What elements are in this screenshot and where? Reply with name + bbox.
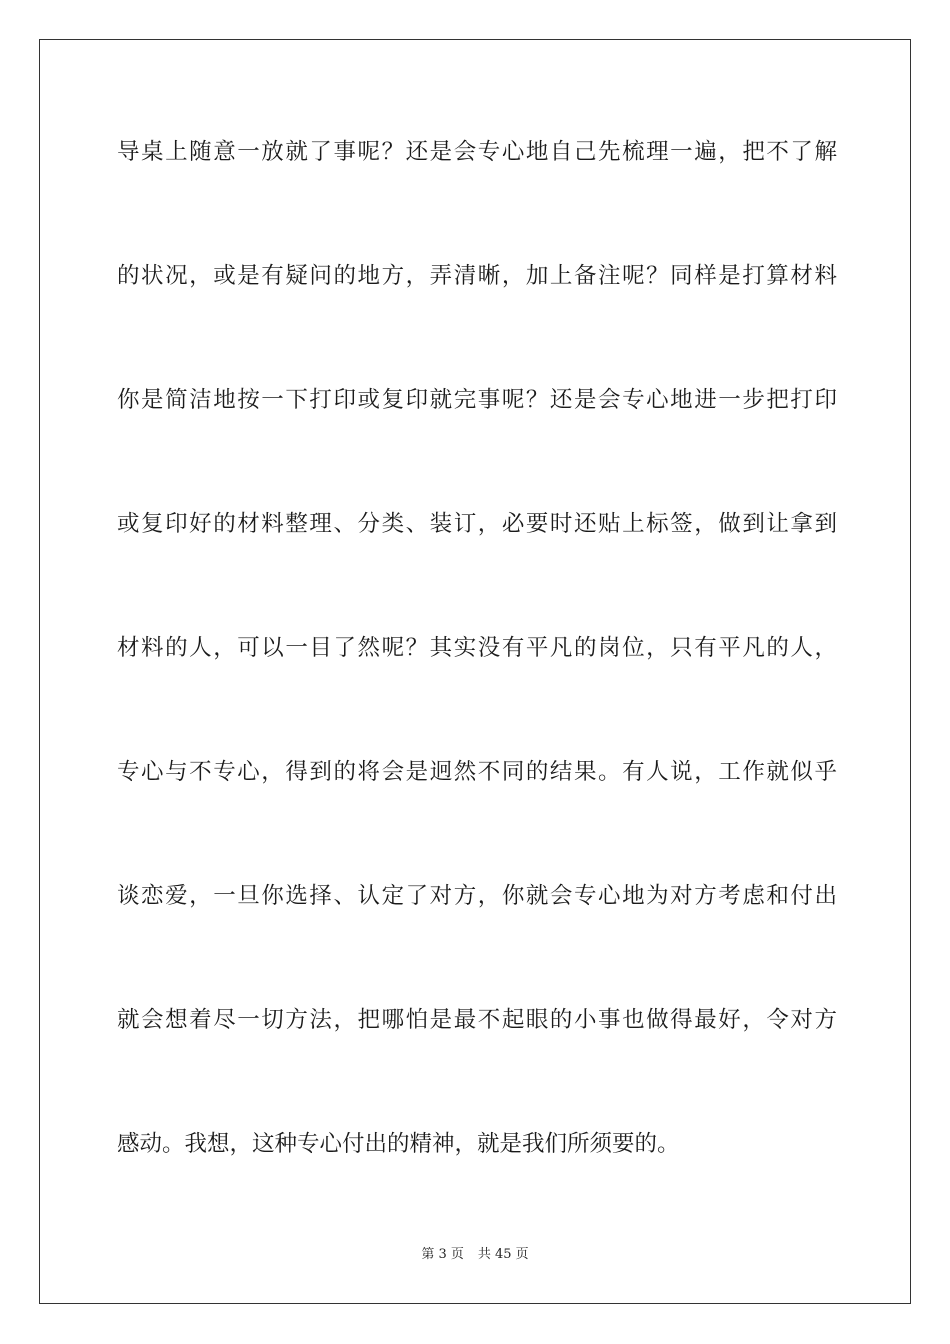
page-total: 共 45 页 — [477, 1247, 529, 1262]
text-line: 的状况，或是有疑问的地方，弄清晰，加上备注呢？同样是打算材料 — [117, 263, 837, 289]
text-line: 专心与不专心，得到的将会是迥然不同的结果。有人说，工作就似乎 — [117, 759, 837, 785]
page-border — [39, 39, 911, 1304]
text-line: 或复印好的材料整理、分类、装订，必要时还贴上标签，做到让拿到 — [117, 511, 837, 537]
page-footer — [0, 1245, 950, 1265]
text-line: 导桌上随意一放就了事呢？还是会专心地自己先梳理一遍，把不了解 — [117, 139, 837, 165]
text-line: 材料的人，可以一目了然呢？其实没有平凡的岗位，只有平凡的人， — [117, 635, 837, 661]
text-line: 就会想着尽一切方法，把哪怕是最不起眼的小事也做得最好，令对方 — [117, 1007, 837, 1033]
text-line: 谈恋爱，一旦你选择、认定了对方，你就会专心地为对方考虑和付出 — [117, 883, 837, 909]
text-line-last: 感动。我想，这种专心付出的精神，就是我们所须要的。 — [117, 1131, 680, 1157]
text-line: 你是简洁地按一下打印或复印就完事呢？还是会专心地进一步把打印 — [117, 387, 837, 413]
page-number: 第 3 页 — [421, 1247, 464, 1262]
